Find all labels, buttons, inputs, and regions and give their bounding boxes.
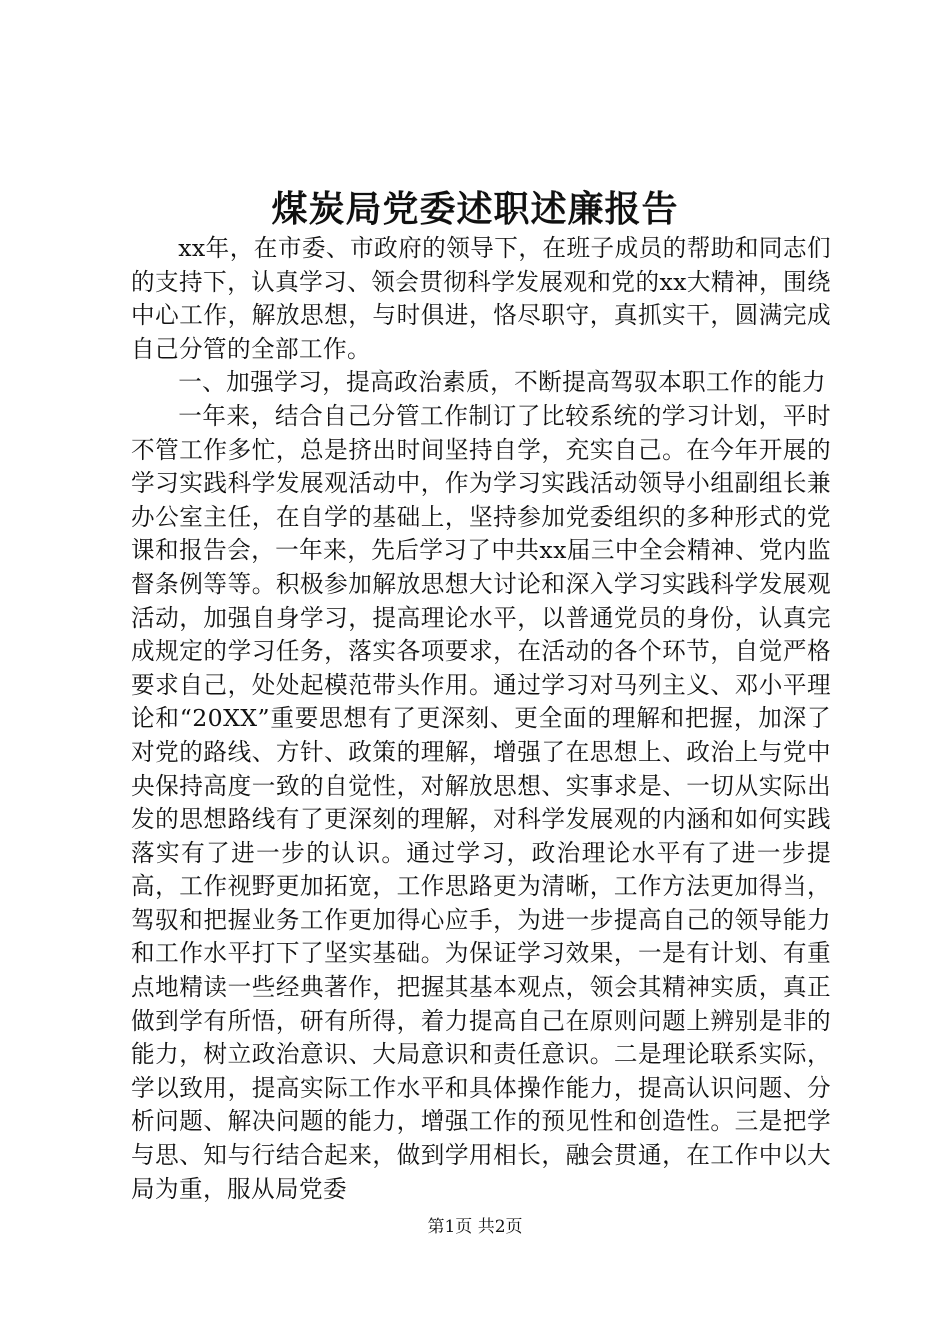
section-heading-1: 一、加强学习，提高政治素质，不断提高驾驭本职工作的能力 [178,368,827,397]
paragraph-study: 一年来，结合自己分管工作制订了比较系统的学习计划，平时不管工作多忙，总是挤出时间坚持自学，充实自己。在今年开展的学习实践科学发展观活动中，作为学习实践活动领导小组副组长兼办公室主任，在自学的基础上，坚持参加党委组织的多种形式的党课和报告会，一年来，先后学习了中共xx届三中全会精神、党内监督条例等等。积极参加解放思想大讨论和深入学习实践科学发展观活动，加强自身学习，提高理论水平，以普通党员的身份，认真完成规定的学习任务，落实各项要求，在活动的各个环节，自觉严格要求自己，处处起模范带头作用。通过学习对马列主义、邓小平理论和“20XX”重要思想有了更深刻、更全面的理解和把握，加深了对党的路线、方针、政策的理解，增强了在思想上、政治上与党中央保持高度一致的自觉性，对解放思想、实事求是、一切从实际出发的思想路线有了更深刻的理解，对科学发展观的内涵和如何实践落实有了进一步的认识。通过学习，政治理论水平有了进一步提高，工作视野更加拓宽，工作思路更为清晰，工作方法更加得当，驾驭和把握业务工作更加得心应手，为进一步提高自己的领导能力和工作水平打下了坚实基础。为保证学习效果，一是有计划、有重点地精读一些经典著作，把握其基本观点，领会其精神实质，真正做到学有所悟，研有所得，着力提高自己在原则问题上辨别是非的能力，树立政治意识、大局意识和责任意识。二是理论联系实际，学以致用，提高实际工作水平和具体操作能力，提高认识问题、分析问题、解决问题的能力，增强工作的预见性和创造性。三是把学与思、知与行结合起来，做到学用相长，融会贯通，在工作中以大局为重，服从局党委 [131,401,831,1203]
document-title: 煤炭局党委述职述廉报告 [271,188,679,230]
document-body [131,232,831,1206]
paragraph-intro: xx年，在市委、市政府的领导下，在班子成员的帮助和同志们的支持下，认真学习、领会贯彻科学发展观和党的xx大精神，围绕中心工作，解放思想，与时俱进，恪尽职守，真抓实干，圆满完成自己分管的全部工作。 [131,234,831,363]
page-footer: 第1页 共2页 [427,1217,523,1237]
